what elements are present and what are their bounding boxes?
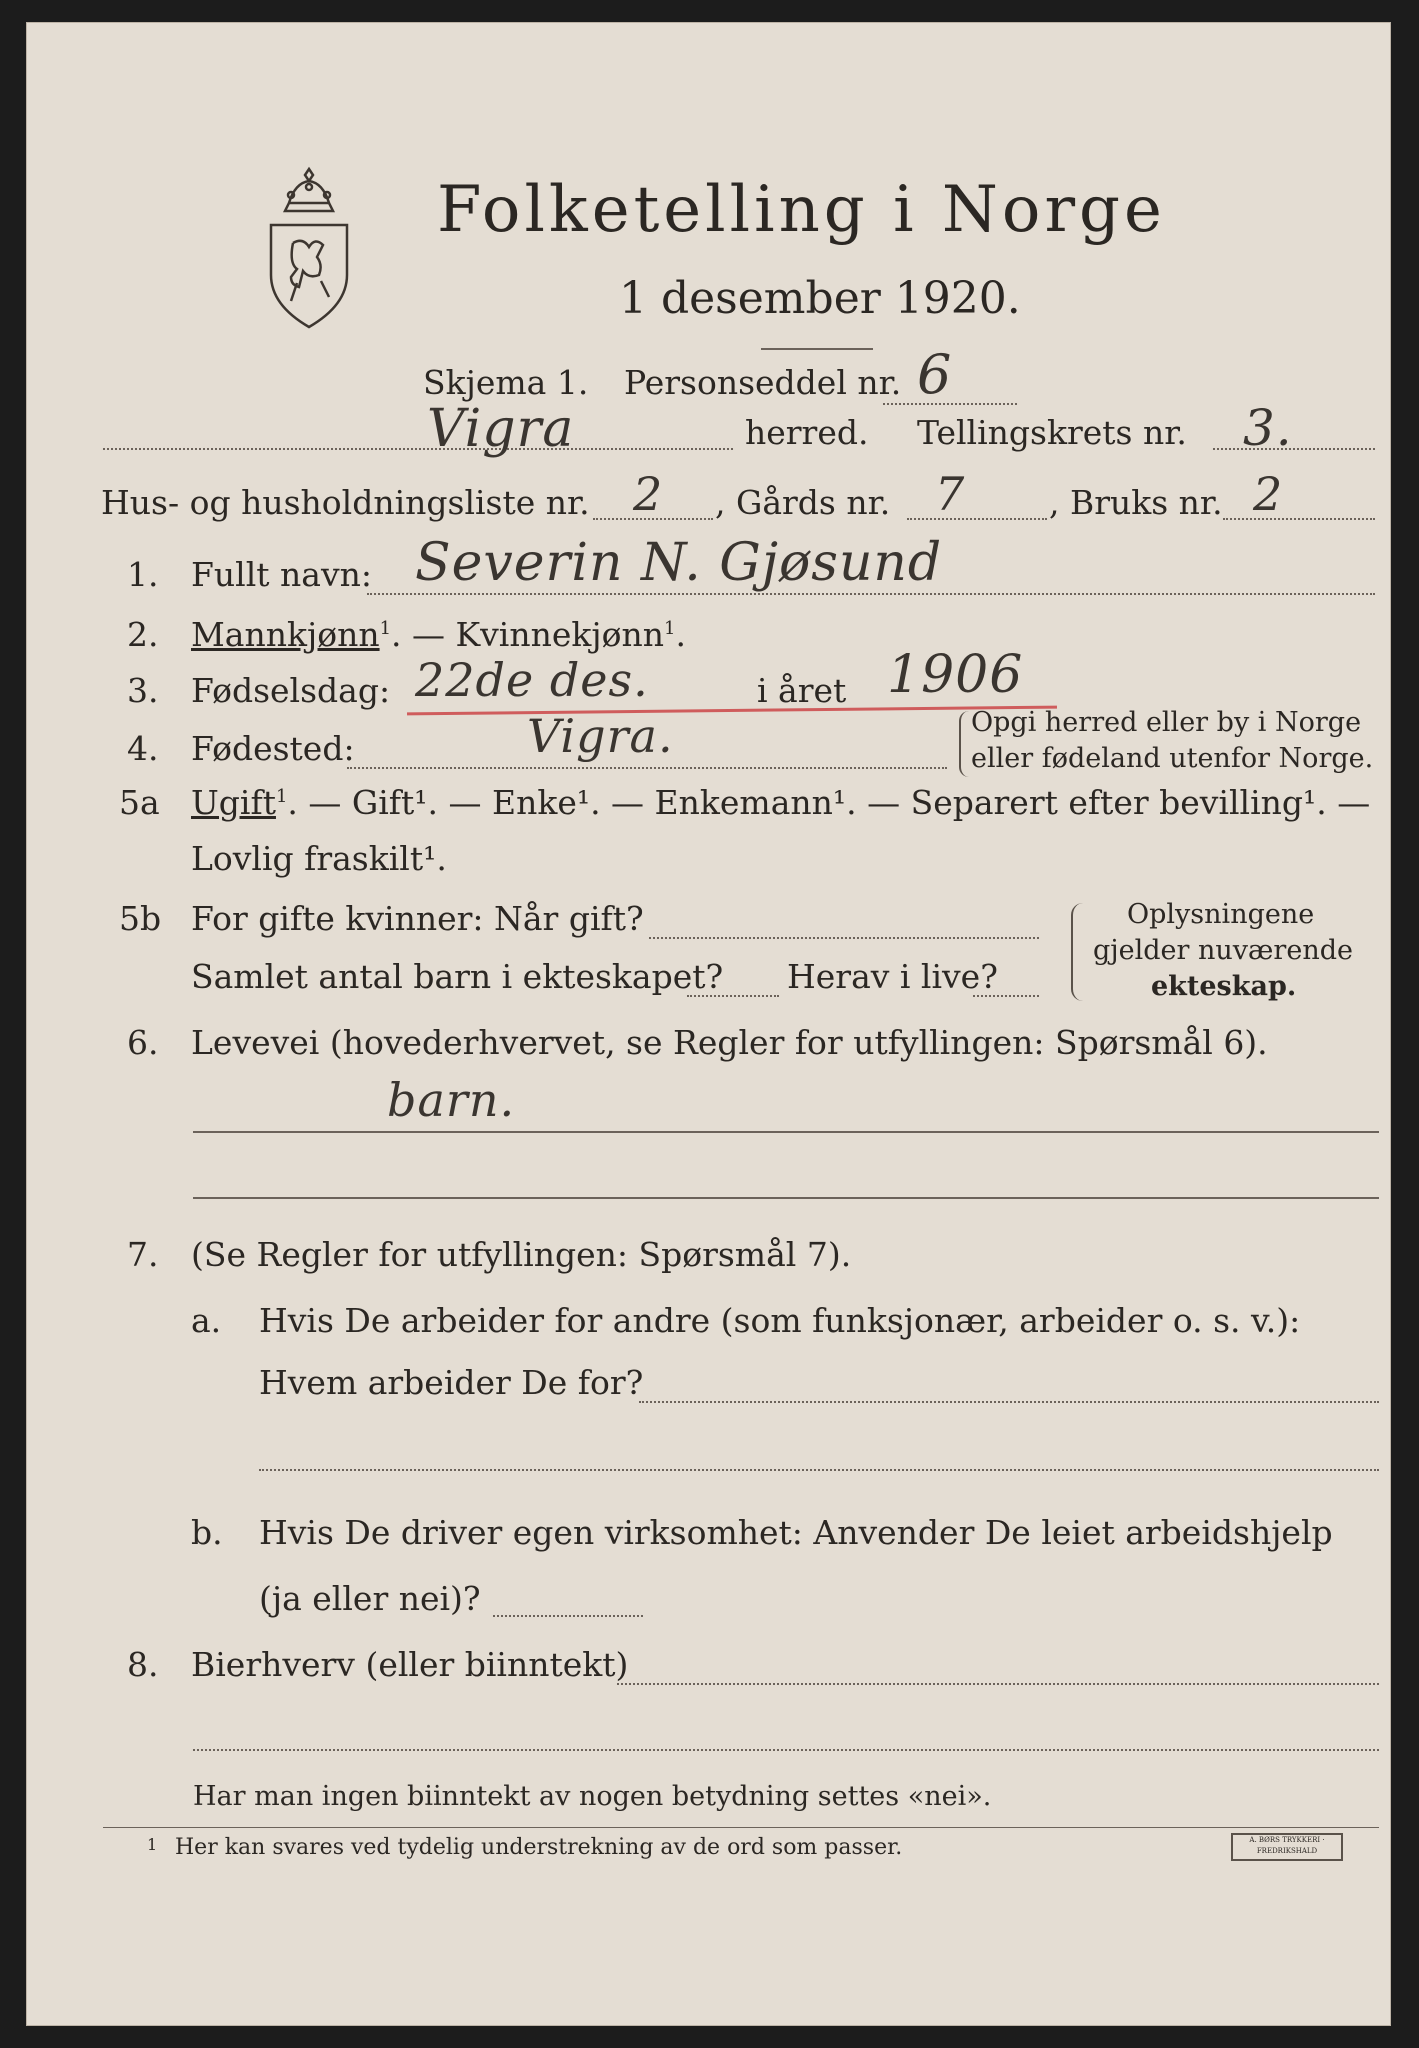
q7a-line1: Hvis De arbeider for andre (som funksjonær, arbeider o. s. v.): xyxy=(259,1301,1301,1340)
q8-line2[interactable] xyxy=(193,1749,1379,1751)
q6-line2 xyxy=(193,1197,1379,1199)
footnote-text: Her kan svares ved tydelig understrekning av de ord som passer. xyxy=(175,1835,903,1860)
gards-value[interactable]: 7 xyxy=(935,467,966,521)
footnote-mark: 1 xyxy=(147,1835,158,1854)
q4-line xyxy=(347,767,947,769)
marital-other-options[interactable]: . — Gift¹. — Enke¹. — Enkemann¹. — Separert efter bevilling¹. — xyxy=(287,783,1371,822)
personseddel-value[interactable]: 6 xyxy=(917,343,953,406)
q7a-employer-label: Hvem arbeider De for? xyxy=(259,1363,644,1402)
q1-label: Fullt navn: xyxy=(191,555,372,594)
q2-number: 2. xyxy=(127,615,159,654)
footnote-divider xyxy=(103,1827,1379,1828)
hus-value[interactable]: 2 xyxy=(633,467,664,521)
q5a-marital-options xyxy=(191,783,1370,822)
q4-number: 4. xyxy=(127,729,159,768)
q7-number: 7. xyxy=(127,1235,159,1274)
q1-number: 1. xyxy=(127,555,159,594)
q8-note: Har man ingen biinntekt av nogen betydning settes «nei». xyxy=(193,1781,992,1812)
herred-line xyxy=(103,448,733,450)
census-date: 1 desember 1920. xyxy=(619,273,1021,324)
q4-note-line1: Opgi herred eller by i Norge xyxy=(971,707,1362,738)
q8-number: 8. xyxy=(127,1645,159,1684)
q5b-note-line2: gjelder nuværende xyxy=(1093,935,1353,966)
printer-stamp: A. BØRS TRYKKERI · FREDRIKSHALD xyxy=(1231,1833,1343,1861)
norway-coat-of-arms-icon xyxy=(261,163,357,331)
q7a-letter: a. xyxy=(191,1301,222,1340)
q8-line1[interactable] xyxy=(617,1683,1379,1685)
q5b-when-married-label: For gifte kvinner: Når gift? xyxy=(191,899,644,938)
q5b-alive-line xyxy=(973,995,1039,997)
birthday-value[interactable]: 22de des. xyxy=(415,653,649,707)
tellingskrets-line xyxy=(1213,448,1375,450)
census-form-page xyxy=(26,22,1391,2026)
occupation-value[interactable]: barn. xyxy=(387,1073,516,1127)
marital-divorced-option[interactable]: Lovlig fraskilt¹. xyxy=(191,839,447,878)
gards-label: , Gårds nr. xyxy=(715,483,891,522)
gards-line xyxy=(907,518,1047,520)
q2-male-footnote-mark: 1 xyxy=(379,618,392,639)
title-divider xyxy=(761,348,873,350)
red-check-underline xyxy=(407,706,1057,716)
q2-sex-options xyxy=(191,615,686,654)
q5b-brace xyxy=(1071,903,1083,1001)
sex-male-option[interactable]: Mannkjønn xyxy=(191,615,380,654)
q7-label: (Se Regler for utfyllingen: Spørsmål 7). xyxy=(191,1235,852,1274)
q6-line1 xyxy=(193,1131,1379,1133)
q2-separator: . — xyxy=(391,615,456,654)
bruks-value[interactable]: 2 xyxy=(1253,467,1284,521)
q6-number: 6. xyxy=(127,1023,159,1062)
q1-line xyxy=(367,593,1375,595)
q7b-line1: Hvis De driver egen virksomhet: Anvender De leiet arbeidshjelp xyxy=(259,1513,1333,1552)
birth-year-value[interactable]: 1906 xyxy=(887,645,1024,705)
q5b-children-line xyxy=(687,995,779,997)
sex-female-option[interactable]: Kvinnekjønn xyxy=(455,615,665,654)
marital-unmarried-option[interactable]: Ugift xyxy=(191,783,276,822)
q2-female-footnote-mark: 1 xyxy=(664,618,676,639)
q3-number: 3. xyxy=(127,671,159,710)
q4-label: Fødested: xyxy=(191,729,355,768)
q4-note-line2: eller fødeland utenfor Norge. xyxy=(971,743,1374,774)
full-name-value[interactable]: Severin N. Gjøsund xyxy=(415,533,943,593)
q2-end: . xyxy=(675,615,686,654)
q7b-yes-no-label: (ja eller nei)? xyxy=(259,1579,481,1618)
q7a-employer-line2[interactable] xyxy=(259,1469,1379,1471)
bruks-line xyxy=(1223,518,1375,520)
q5a-number: 5a xyxy=(119,783,160,822)
q5b-note-line1: Oplysningene xyxy=(1127,899,1315,930)
q3-label: Fødselsdag: xyxy=(191,671,391,710)
hus-label: Hus- og husholdningsliste nr. xyxy=(101,483,590,522)
q5a-footnote-mark: 1 xyxy=(275,786,288,807)
bruks-label: , Bruks nr. xyxy=(1049,483,1223,522)
q7a-employer-line[interactable] xyxy=(639,1401,1379,1403)
q6-label: Levevei (hovederhvervet, se Regler for utfyllingen: Spørsmål 6). xyxy=(191,1023,1268,1062)
herred-value[interactable]: Vigra xyxy=(427,399,575,459)
schema-label: Skjema 1. xyxy=(423,363,589,402)
q5b-alive-label: Herav i live? xyxy=(787,957,998,996)
personseddel-label: Personseddel nr. xyxy=(624,363,902,402)
form-title: Folketelling i Norge xyxy=(437,173,1166,247)
q5b-when-married-line xyxy=(649,937,1039,939)
q3-year-label: i året xyxy=(757,671,847,710)
q4-brace xyxy=(959,711,969,777)
q8-label: Bierhverv (eller biinntekt) xyxy=(191,1645,629,1684)
q7b-letter: b. xyxy=(191,1513,223,1552)
tellingskrets-label: Tellingskrets nr. xyxy=(917,413,1187,452)
tellingskrets-value[interactable]: 3. xyxy=(1243,399,1293,457)
q5b-note-line3: ekteskap. xyxy=(1151,971,1297,1002)
q5b-number: 5b xyxy=(119,899,162,938)
q7b-answer-line[interactable] xyxy=(493,1615,643,1617)
birthplace-value[interactable]: Vigra. xyxy=(527,709,674,763)
q5b-children-label: Samlet antal barn i ekteskapet? xyxy=(191,957,724,996)
herred-label: herred. xyxy=(745,413,869,452)
